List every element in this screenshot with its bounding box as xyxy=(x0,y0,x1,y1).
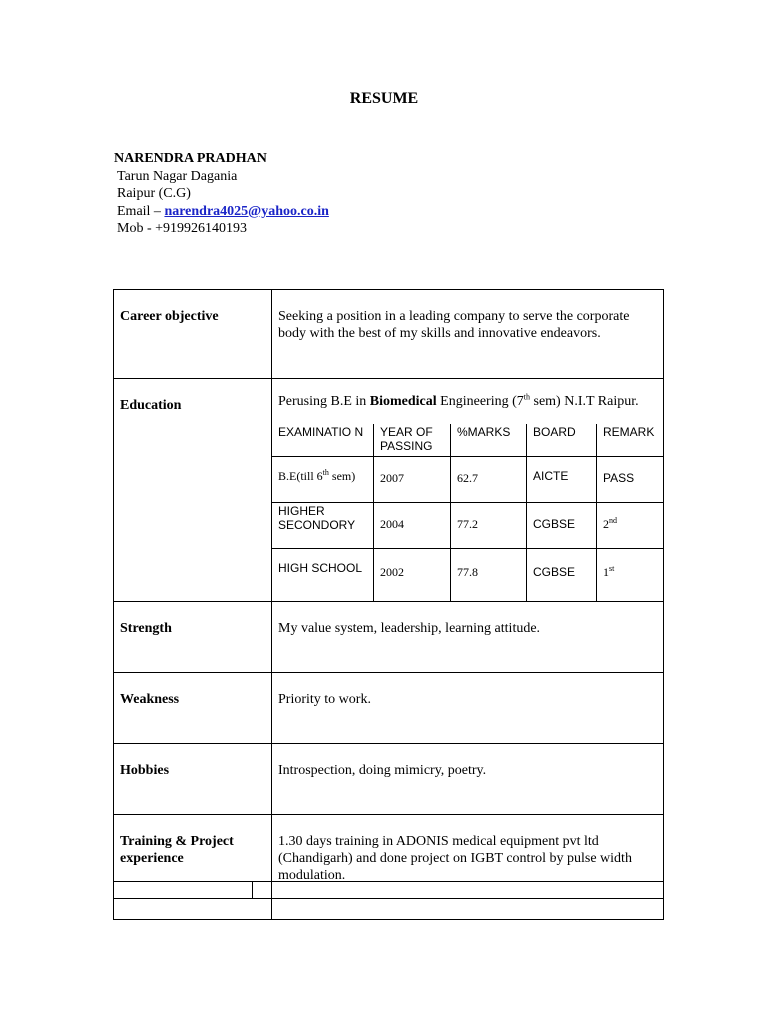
weakness-row xyxy=(114,673,664,744)
cell-board: AICTE xyxy=(527,457,597,503)
table-row xyxy=(272,457,663,503)
page-title: RESUME xyxy=(349,90,419,107)
email-label: Email – xyxy=(117,203,165,219)
education-table-header xyxy=(272,424,663,457)
career-row xyxy=(114,290,664,379)
empty-row xyxy=(114,882,664,899)
cell-year: 2004 xyxy=(374,503,451,549)
strength-row xyxy=(114,602,664,673)
empty-cell-right xyxy=(253,882,664,899)
email-line xyxy=(114,203,329,221)
education-bold: Biomedical xyxy=(369,394,437,409)
cell-marks: 77.8 xyxy=(451,549,527,602)
table-row xyxy=(272,503,663,549)
cell-marks: 77.2 xyxy=(451,503,527,549)
empty-table xyxy=(113,881,664,899)
education-row xyxy=(114,379,664,602)
cell-year: 2007 xyxy=(374,457,451,503)
training-text: 1.30 days training in ADONIS medical equipment pvt ltd (Chandigarh) and done project on IGBT control by pulse width modulation. xyxy=(272,815,664,920)
address-line-2: Raipur (C.G) xyxy=(117,186,191,201)
email-link[interactable]: narendra4025@yahoo.co.in xyxy=(164,203,329,219)
cell-marks: 62.7 xyxy=(451,457,527,503)
cell-board: CGBSE xyxy=(527,549,597,602)
mobile-line: Mob - +919926140193 xyxy=(117,221,248,236)
training-label: Training & Project experience xyxy=(114,815,272,920)
cell-remark: 2nd xyxy=(597,503,664,549)
hobbies-row xyxy=(114,744,664,815)
education-label: Education xyxy=(114,379,272,602)
table-row xyxy=(272,549,663,602)
cell-exam: HIGHER SECONDORY xyxy=(272,503,374,549)
strength-text: My value system, leadership, learning attitude. xyxy=(272,602,664,673)
career-label: Career objective xyxy=(114,290,272,379)
hobbies-label: Hobbies xyxy=(114,744,272,815)
cell-remark: 1st xyxy=(597,549,664,602)
hobbies-text: Introspection, doing mimicry, poetry. xyxy=(272,744,664,815)
contact-block xyxy=(114,150,329,238)
cell-exam: HIGH SCHOOL xyxy=(272,549,374,602)
header-year: YEAR OF PASSING xyxy=(374,424,451,457)
cell-remark: PASS xyxy=(597,457,664,503)
cell-exam: B.E(till 6th sem) xyxy=(272,457,374,503)
header-marks: %MARKS xyxy=(451,424,527,457)
cell-board: CGBSE xyxy=(527,503,597,549)
candidate-name: NARENDRA PRADHAN xyxy=(114,151,267,166)
career-text: Seeking a position in a leading company to serve the corporate body with the best of my skills and innovative endeavors. xyxy=(272,290,664,379)
education-cell xyxy=(272,379,664,602)
weakness-text: Priority to work. xyxy=(272,673,664,744)
header-board: BOARD xyxy=(527,424,597,457)
weakness-label: Weakness xyxy=(114,673,272,744)
strength-label: Strength xyxy=(114,602,272,673)
resume-table xyxy=(113,289,664,920)
education-table xyxy=(272,424,663,601)
cell-year: 2002 xyxy=(374,549,451,602)
header-exam: EXAMINATIO N xyxy=(272,424,374,457)
empty-cell-left xyxy=(114,882,253,899)
address-line-1: Tarun Nagar Dagania xyxy=(117,168,238,184)
header-remark: REMARK xyxy=(597,424,664,457)
training-row xyxy=(114,815,664,920)
education-text: Perusing B.E in Biomedical Engineering (7th sem) N.I.T Raipur. xyxy=(278,392,639,409)
